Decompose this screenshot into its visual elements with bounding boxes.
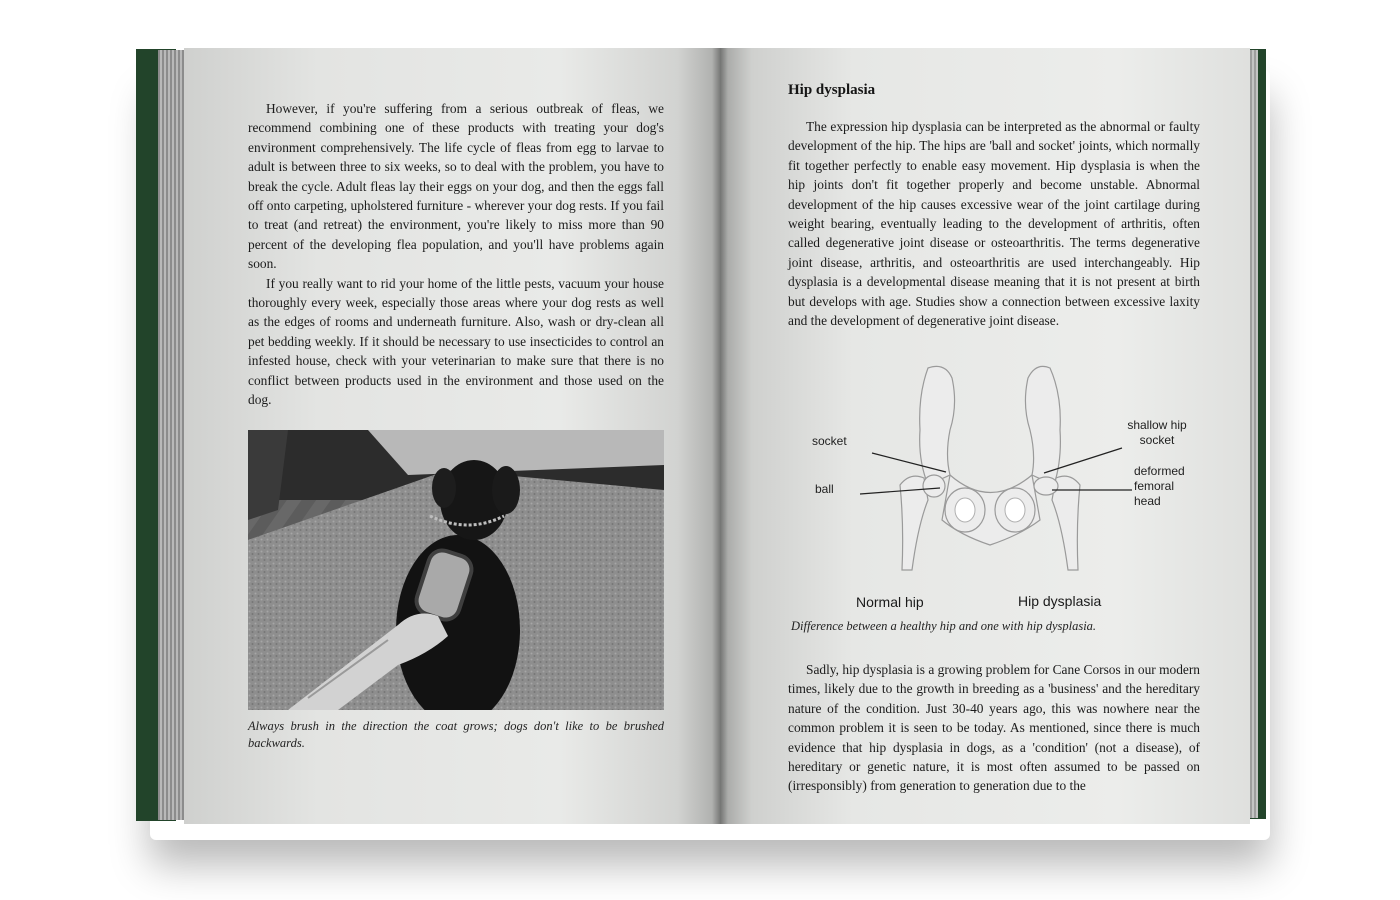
photo-caption: Always brush in the direction the coat grows; dogs don't like to be brushed backwards. (248, 719, 664, 750)
title-normal-hip: Normal hip (856, 594, 924, 610)
label-socket: socket (812, 434, 847, 448)
right-page-body-1 (788, 117, 1200, 330)
label-shallow-line-2: socket (1139, 433, 1175, 447)
right-paragraph-2: Sadly, hip dysplasia is a growing problem for Cane Corsos in our modern times, likely due to the growth in breeding as a 'business' and the hereditary nature of the condition. Just 30-40 years ago, this was nowhere near the common problem it is seen to be today. As mentioned, since there is much evidence that hip dysplasia in dogs, as a 'condition' (not a disease), of hereditary or genetic nature, it is most often assumed to be passed on (irresponsibly) from generation to generation due to the (788, 662, 1200, 794)
right-paragraph-1: The expression hip dysplasia can be interpreted as the abnormal or faulty development of the hip. The hips are 'ball and socket' joints, which normally fit together perfectly to enable easy movement. Hip dysplasia is when the hip joints don't fit together properly and become unstable. Abnormal development of the hip causes excessive wear of the joint cartilage during weight bearing, eventually leading to the development of arthritis, often called degenerative joint disease or osteoarthritis. The terms degenerative joint disease, arthritis, and osteoarthritis are used interchangeably. Hip dysplasia is a developmental disease meaning that it is not present at birth but develops with age. Studies show a connection between excessive laxity and the development of degenerative joint disease. (788, 119, 1200, 329)
diagram-caption: Difference between a healthy hip and one with hip dysplasia. (791, 619, 1097, 633)
dog-brushing-photo (248, 430, 664, 710)
left-page-body (248, 99, 664, 410)
label-deformed-line-3: head (1134, 494, 1161, 508)
title-hip-dysplasia: Hip dysplasia (1018, 593, 1102, 609)
section-heading: Hip dysplasia (788, 82, 876, 98)
right-page-body-2 (788, 660, 1200, 796)
left-paragraph-1: However, if you're suffering from a serious outbreak of fleas, we recommend combining one of these products with treating your dog's environment comprehensively. The life cycle of fleas from egg to larvae to adult is between three to six weeks, so to deal with the problem, you have to break the cycle. Adult fleas lay their eggs on your dog, and then the eggs fall off onto carpeting, upholstered furniture - wherever your dog rests. If you fail to treat (and retreat) the environment, you're likely to miss more than 90 percent of the developing flea population, and you'll have problems again soon. (248, 101, 664, 272)
label-deformed-line-2: femoral (1134, 479, 1175, 493)
label-shallow-hip-socket (1122, 418, 1192, 448)
label-shallow-line-1: shallow hip (1127, 418, 1187, 432)
label-ball: ball (815, 482, 834, 496)
book-spine-shadow (712, 48, 728, 824)
hip-dysplasia-diagram (800, 360, 1210, 615)
label-deformed-femoral-head (1134, 464, 1185, 509)
left-paragraph-2: If you really want to rid your home of the little pests, vacuum your house thoroughly every week, especially those areas where your dog rests as well as the edges of rooms and underneath furniture. Also, wash or dry-clean all pet bedding weekly. If it should be necessary to use insecticides to control an infested house, check with your veterinarian to make sure that there is no conflict between products used in the environment and those used on the dog. (248, 275, 664, 408)
label-deformed-line-1: deformed (1134, 464, 1185, 478)
